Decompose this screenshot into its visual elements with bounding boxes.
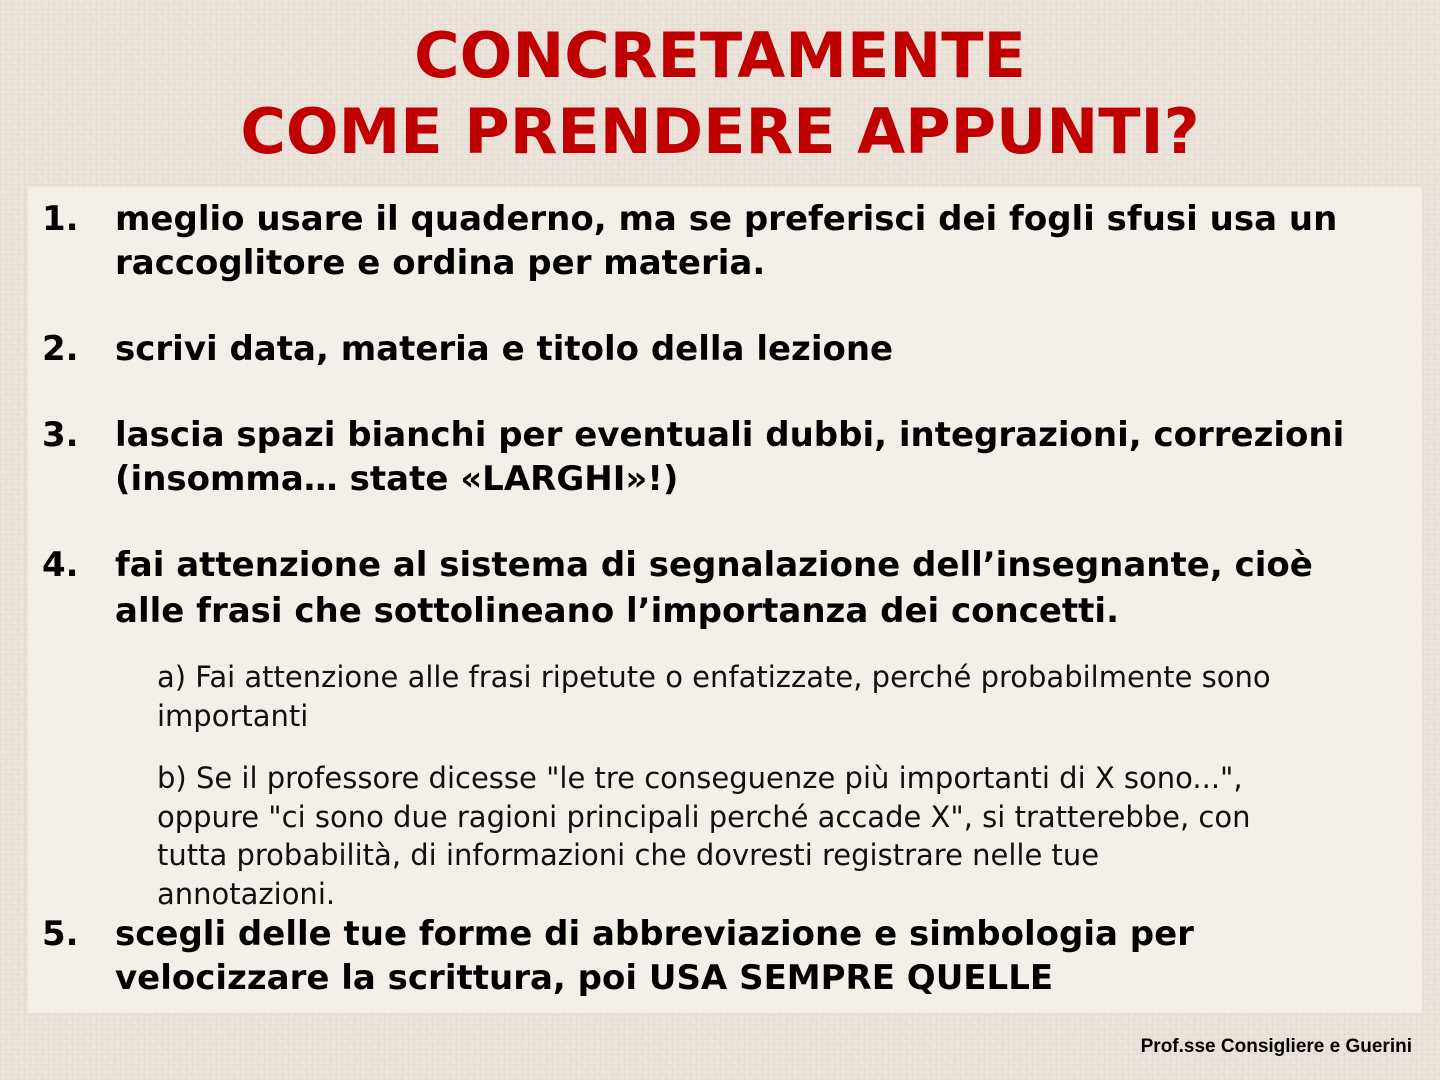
list-item-line: scrivi data, materia e titolo della lezione: [115, 329, 894, 369]
list-item-number: 5.: [42, 914, 79, 954]
author-credit: Prof.sse Consigliere e Guerini: [1140, 1036, 1412, 1057]
sub-item-line: tutta probabilità, di informazioni che dovresti registrare nelle tue: [157, 838, 1100, 872]
sub-item-line: a) Fai attenzione alle frasi ripetute o enfatizzate, perché probabilmente sono: [157, 660, 1271, 694]
slide-title-line-2: COME PRENDERE APPUNTI?: [240, 95, 1200, 168]
list-item-text: [115, 543, 1410, 633]
list-item-text: [115, 197, 1410, 285]
list-item-number: 4.: [42, 545, 79, 585]
slide-title: [0, 18, 1440, 170]
list-item-line: scegli delle tue forme di abbreviazione e simbologia per: [115, 914, 1194, 954]
sub-item-b: [157, 759, 1397, 913]
list-item-number: 1.: [42, 199, 79, 239]
list-item-line: raccoglitore e ordina per materia.: [115, 243, 766, 283]
list-item-text: [115, 912, 1410, 1000]
slide-title-line-1: CONCRETAMENTE: [414, 19, 1026, 92]
sub-item-line: annotazioni.: [157, 876, 336, 911]
list-item-line: alle frasi che sottolineano l’importanza dei concetti.: [115, 591, 1119, 631]
sub-item-a: [157, 658, 1397, 735]
list-item-number: 2.: [42, 329, 79, 369]
list-item-line: (insomma… state «LARGHI»!): [115, 459, 679, 499]
list-item-number: 3.: [42, 415, 79, 455]
list-item-line: fai attenzione al sistema di segnalazione dell’insegnante, cioè: [115, 545, 1313, 585]
sub-item-line: oppure "ci sono due ragioni principali perché accade X", si tratterebbe, con: [157, 799, 1251, 834]
sub-item-line: b) Se il professore dicesse "le tre conseguenze più importanti di X sono...",: [157, 761, 1243, 795]
list-item-text: [115, 413, 1410, 501]
list-item-text: [115, 327, 1410, 371]
list-item-line: lascia spazi bianchi per eventuali dubbi, integrazioni, correzioni: [115, 415, 1345, 455]
sub-item-line: importanti: [157, 698, 309, 733]
list-item-line: meglio usare il quaderno, ma se preferisci dei fogli sfusi usa un: [115, 199, 1338, 239]
list-item-line: velocizzare la scrittura, poi USA SEMPRE QUELLE: [115, 958, 1054, 998]
